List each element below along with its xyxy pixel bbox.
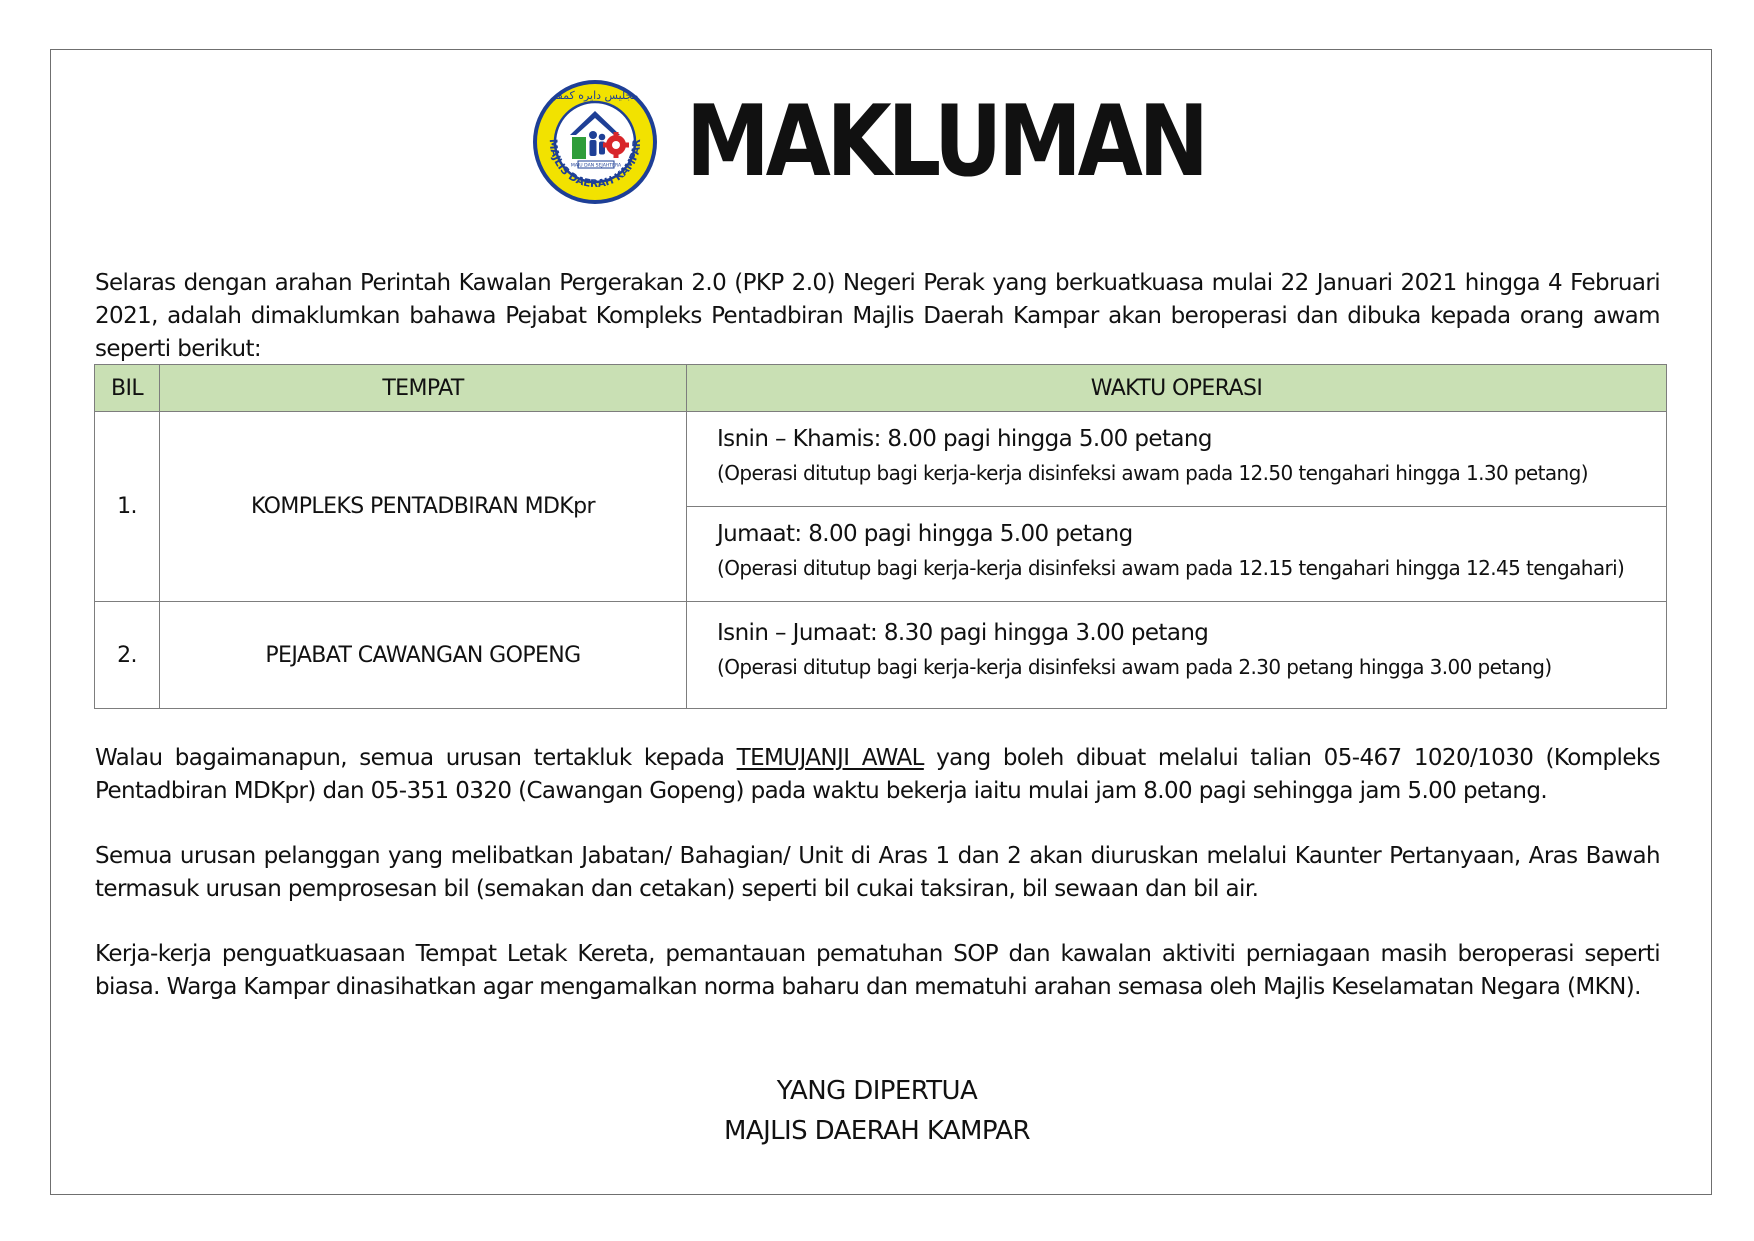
page-title: MAKLUMAN: [686, 85, 1205, 199]
row-waktu: [687, 602, 1667, 709]
appointment-paragraph: [95, 742, 1660, 808]
header-bil: BIL: [95, 365, 160, 412]
table-row: [95, 602, 1667, 709]
signature-title: YANG DIPERTUA: [776, 1076, 978, 1106]
enforcement-paragraph: Kerja-kerja penguatkuasaan Tempat Letak Kereta, pemantauan pematuhan SOP dan kawalan aktiviti perniagaan masih beroperasi seperti biasa. Warga Kampar dinasihatkan agar mengamalkan norma baharu dan mematuhi arahan semasa oleh Majlis Keselamatan Negara (MKN).: [95, 941, 1660, 1000]
row-bil: 1.: [95, 412, 160, 602]
waktu-main: Isnin – Jumaat: 8.30 pagi hingga 3.00 petang: [717, 620, 1209, 646]
logo-name: MAJLIS DAERAH KAMPAR: [546, 138, 644, 191]
counter-paragraph: Semua urusan pelanggan yang melibatkan Jabatan/ Bahagian/ Unit di Aras 1 dan 2 akan diuruskan melalui Kaunter Pertanyaan, Aras Bawah termasuk urusan pemprosesan bil (semakan dan cetakan) seperti bil cukai taksiran, bil sewaan dan bil air.: [95, 843, 1660, 902]
table-header-row: [95, 365, 1667, 412]
row-tempat: PEJABAT CAWANGAN GOPENG: [160, 602, 687, 709]
intro-paragraph: Selaras dengan arahan Perintah Kawalan Pergerakan 2.0 (PKP 2.0) Negeri Perak yang berkuatkuasa mulai 22 Januari 2021 hingga 4 Februari 2021, adalah dimaklumkan bahawa Pejabat Kompleks Pentadbiran Majlis Daerah Kampar akan beroperasi dan dibuka kepada orang awam seperti berikut:: [95, 270, 1660, 362]
row-tempat: KOMPLEKS PENTADBIRAN MDKpr: [160, 412, 687, 602]
header-tempat: TEMPAT: [160, 365, 687, 412]
waktu-note: (Operasi ditutup bagi kerja-kerja disinfeksi awam pada 12.50 tengahari hingga 1.30 petang): [717, 461, 1588, 485]
logo-motto: MAJU DAN SEJAHTERA: [570, 163, 622, 169]
row-bil: 2.: [95, 602, 160, 709]
appointment-text-after: yang boleh dibuat melalui talian 05-467 1020/1030 (Kompleks Pentadbiran MDKpr) dan 05-351 0320 (Cawangan Gopeng) pada waktu bekerja iaitu mulai jam 8.00 pagi sehingga jam 5.00 petang.: [95, 745, 1660, 804]
header-waktu: WAKTU OPERASI: [687, 365, 1667, 412]
appointment-emphasis: TEMUJANJI AWAL: [736, 745, 924, 771]
mdkpr-logo: [530, 77, 660, 207]
appointment-text-before: Walau bagaimanapun, semua urusan tertakluk kepada: [95, 745, 737, 771]
row-waktu: [687, 412, 1667, 507]
waktu-main: Isnin – Khamis: 8.00 pagi hingga 5.00 petang: [717, 426, 1212, 452]
signature-org: MAJLIS DAERAH KAMPAR: [724, 1116, 1030, 1146]
waktu-main: Jumaat: 8.00 pagi hingga 5.00 petang: [717, 521, 1133, 547]
notice-header: [530, 72, 1289, 212]
waktu-note: (Operasi ditutup bagi kerja-kerja disinfeksi awam pada 12.15 tengahari hingga 12.45 tengahari): [717, 556, 1625, 580]
table-row: [95, 412, 1667, 507]
waktu-note: (Operasi ditutup bagi kerja-kerja disinfeksi awam pada 2.30 petang hingga 3.00 petang): [717, 655, 1552, 679]
row-waktu: [687, 507, 1667, 602]
operating-hours-table: [94, 364, 1667, 709]
logo-arc-text: مجليس دايره كمڤر: [551, 89, 639, 102]
